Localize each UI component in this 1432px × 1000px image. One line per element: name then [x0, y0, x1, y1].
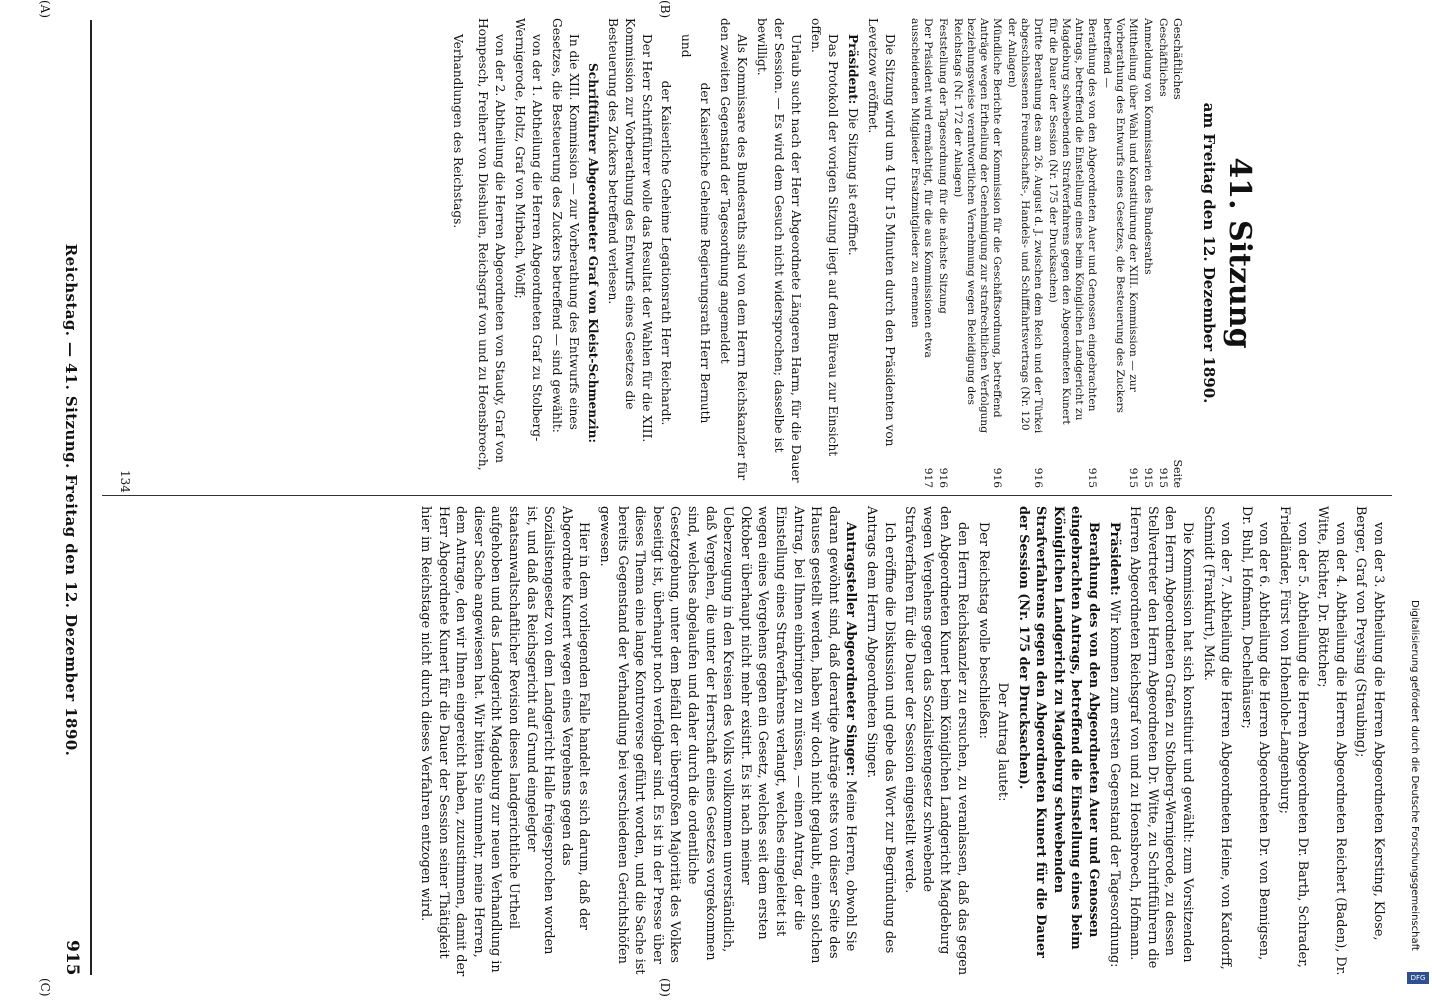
speaker-label: Schriftführer Abgeordneter Graf von Kleist-Schmenzin: [586, 63, 600, 443]
paragraph: von der 1. Abtheilung die Herren Abgeordneten Graf zu Stolberg-Wernigerode, Holtz, Graf von Mirbach, Wolff; [513, 18, 544, 442]
toc-entry-text: Mündliche Berichte der Kommission für die Geschäftsordnung, betreffend Anträge wegen Ertheilung der Genehmigung zur strafrechtlichen Verfolgung beziehungsweise verantwortlichen Vernehmung wegen Beleidigung des Reichstags (Nr. 172 der Anlagen) [952, 18, 1003, 434]
commissioner-entry: der Kaiserliche Geheime Regierungsrath Herr Bernuth [698, 82, 712, 424]
agenda-item: Berathung des von den Abgeordneten Auer und Genossen eingebrachten Antrags, betreffend die Einstellung eines beim Königlichen Landgericht zu Magdeburg schwebenden Strafverfahrens gegen den Abgeordneten Kunert für die Dauer der Session (Nr. 175 der Drucksachen). [1015, 506, 1102, 958]
president-remark: Präsident: Wir kommen zum ersten Gegenstand der Tagesordnung: [1106, 522, 1122, 968]
toc-entry [1156, 18, 1169, 488]
speech: Antragsteller Abgeordneter Singer: Meine Herren, obwohl Sie daran gewöhnt sind, daß derartige Anträge stets von dieser Seite des Hauses gestellt werden, haben wir doch nicht geglaubt, einen solchen Antrag, bei Ihnen einbringen zu müssen, — einen Antrag, der die Einstellung eines Strafverfahrens verlangt, welches eingeleitet ist wegen eines Vergehens gegen ein Gesetz, welches seit dem ersten Oktober überhaupt nicht mehr existirt. Es ist nach meiner Ueberzeugung in den Kreisen des Volks vollkommen unverständlich, daß Vergehen, die unter der Herrschaft eines Gesetzes vorgekommen sind, welches abgelaufen und daher durch die ordentliche Gesetzgebung, unter dem Beifall der übergroßen Majorität des Volkes beseitigt ist, überhaupt noch verfolgbar sind. Es ist in der Presse über dieses Thema eine lange Kontroverse geführt worden, und die Sache ist bereits Gegenstand der Verhandlung bei verschiedenen Gerichtshöfen gewesen. [597, 506, 859, 975]
toc-entry-page: 916 [937, 467, 949, 488]
paragraph: von der 7. Abtheilung die Herren Abgeordneten Heine, von Kardorff, Schmidt (Frankfurt), Mick. [1200, 506, 1234, 970]
toc-entry-text: Mittheilung über Wahl und Konstituirung der XIII. Kommission — zur Vorberathung des Entwurfs eines Gesetzes, die Besteuerung des Zuckers betreffend — [1101, 18, 1139, 413]
footer-label: Verhandlungen des Reichstags. [451, 34, 465, 229]
speaker-label: Antragsteller Abgeordneter Singer: [843, 522, 859, 777]
paragraph: Das Protokoll der vorigen Sitzung liegt auf dem Büreau zur Einsicht offen. [809, 18, 840, 457]
paragraph: Die Kommission hat sich konstituirt und gewählt: zum Vorsitzenden den Herrn Abgeordneten Grafen zu Stolberg-Wernigerode, zu dessen Stellvertreter den Herrn Abgeordneten Dr. Witte, zu Schriftführern die Herren Abgeordneten Reichsgraf von und zu Hoensbroech, Hofmann. [1127, 506, 1196, 969]
dfg-logo-icon: DFG [1407, 972, 1429, 984]
table-of-contents [908, 18, 1169, 488]
toc-entry-page: 916 [1032, 467, 1044, 488]
running-header: Reichstag. — 41. Sitzung. Freitag den 12. Dezember 1890. [62, 243, 80, 757]
toc-entry-text: Anmeldung von Kommissarien des Bundesraths [1142, 18, 1154, 275]
toc-entry-text: Geschäftliches [1157, 18, 1169, 97]
digitization-credit: Digitalisierung gefördert durch die Deutsche Forschungsgemeinschaft [1409, 600, 1420, 951]
speaker-label: Präsident: [846, 34, 860, 105]
paragraph: Der Herr Schriftführer wolle das Resultat der Wahlen für die XIII. Kommission zur Vorberathung des Entwurfs eines Gesetzes die Besteuerung des Zuckers betreffend verlesen. [606, 18, 654, 443]
toc-entry [951, 18, 1003, 488]
toc-entry-page: 915 [1157, 467, 1169, 488]
toc-entry [1046, 18, 1098, 488]
left-column [446, 18, 1387, 488]
paragraph: Der Reichstag wolle beschließen: [975, 522, 991, 739]
toc-entry [1005, 18, 1044, 488]
toc-entry-page: 916 [991, 467, 1003, 488]
toc-entry-page: 915 [1142, 467, 1154, 488]
paragraph: Als Kommissare des Bundesraths sind von dem Herrn Reichskanzler für den zweiten Gegenstand der Tagesordnung angemeldet [718, 18, 749, 481]
toc-entry-text: Der Präsident wird ermächtigt, für die aus Kommissionen etwa ausscheidenden Mitglieder Ersatzmitglieder zu ernennen [909, 18, 934, 358]
paragraph: von der 6. Abtheilung die Herren Abgeordneten Dr. von Bennigsen, Dr. Buhl, Hofmann, Dechelhäuser; [1238, 506, 1272, 961]
paragraph: von der 3. Abtheilung die Herren Abgeordneten Kersting, Klose, Berger, Graf von Preysing (Straubing); [1353, 506, 1386, 941]
toc-entry-text: Dritte Berathung des am 26. August d. J. zwischen dem Reich und der Türkei abgeschlossenen Freundschafts-, Handels- und Schifffahrtsvertrags (Nr. 120 der Anlagen) [1006, 18, 1044, 434]
paragraph: von der 2. Abtheilung die Herren Abgeordneten von Staudy, Graf von Hompesch, Freiherr von Dieshulen, Reichsgraf von und zu Hoensbroech, [476, 18, 507, 471]
paragraph: von der 4. Abtheilung die Herren Abgeordneten Reichert (Baden), Dr. Witte, Richter, Dr. Böttcher; [1315, 506, 1348, 976]
toc-seite-label: Seite [1171, 459, 1184, 488]
toc-entry [908, 18, 934, 488]
toc-entry-page: 915 [1086, 467, 1098, 488]
paragraph: von der 5. Abtheilung die Herren Abgeordneten Dr. Barth, Schrader, Friedländer, Fürst von Hohenlohe-Langenburg; [1277, 506, 1310, 968]
toc-entry-page: 915 [1127, 467, 1139, 488]
right-column [414, 506, 1387, 978]
session-date: am Freitag den 12. Dezember 1890. [1200, 102, 1218, 404]
footer-page-number: 134 [118, 470, 132, 493]
toc-entry [1100, 18, 1139, 488]
toc-entry [1141, 18, 1154, 488]
paragraph: Ich eröffne die Diskussion und gebe das Wort zur Begründung des Antrags dem Herrn Abgeordneten Singer. [863, 506, 897, 954]
opening-text: Die Sitzung wird um 4 Uhr 15 Minuten durch den Präsidenten von Levetzow eröffnet. [866, 18, 897, 447]
page-number: 915 [62, 940, 82, 976]
toc-entry-text: Berathung des von den Abgeordneten Auer und Genossen eingebrachten Antrags, betreffend die Einstellung eines beim Königlichen Landgericht zu Magdeburg schwebenden Strafverfahrens gegen den Abgeordneten Kunert für die Dauer der Session (Nr. 175 der Drucksachen) [1047, 18, 1098, 425]
toc-header [1169, 18, 1186, 488]
toc-heading: Geschäftliches [1171, 18, 1184, 100]
margin-tag-b: (B) [658, 0, 672, 19]
paragraph: Urlaub sucht nach der Herr Abgeordnete Längeren Harm, für die Dauer der Session. — Es wird dem Gesuch nicht widersprochen; dasselbe ist bewilligt. [755, 18, 803, 483]
session-title: 41. Sitzung [1222, 157, 1257, 349]
margin-tag-d: (D) [658, 978, 672, 997]
column-divider [102, 495, 1392, 496]
commissioner-entry: der Kaiserliche Geheime Legationsrath Herr Reichardt. [659, 80, 673, 426]
president-remark: Präsident: Die Sitzung ist eröffnet. [846, 34, 860, 256]
margin-tag-a: (A) [38, 0, 52, 19]
toc-entry [936, 18, 949, 488]
conjunction: und [679, 34, 693, 58]
paragraph: Hier in dem vorliegenden Falle handelt es sich darum, daß der Abgeordnete Kunert wegen eines Vergehens gegen das Sozialistengesetz von dem Landgericht Halle freigesprochen worden ist, und daß das Reichsgericht auf Grund eingelegter staatsanwaltschaftlicher Revision dieses landgerichtliche Urtheil aufgehoben und das Landgericht Magdeburg zur neuen Verhandlung in dieser Sache angewiesen hat. Wir bitten Sie nunmehr, meine Herren, dem Antrage, den wir Ihnen eingereicht haben, zuzustimmen, damit der Herr Abgeordnete Kunert für die Dauer der Session seiner Thätigkeit hier im Reichstage nicht durch dieses Verfahren entzogen wird. [418, 506, 592, 977]
motion-text: den Herrn Reichskanzler zu ersuchen, zu veranlassen, daß das gegen den Abgeordneten Kunert beim Königlichen Landgericht Magdeburg wegen Vergehens gegen das Sozialistengesetz schwebende Strafverfahren für die Dauer der Session eingestellt werde. [902, 506, 970, 976]
toc-entry-text: Feststellung der Tagesordnung für die nächste Sitzung [937, 18, 949, 314]
header-rule [90, 20, 92, 975]
speaker-label: Präsident: [1106, 522, 1122, 596]
paragraph: In die XIII. Kommission — zur Vorberathung des Entwurfs eines Gesetzes, die Besteuerung des Zuckers betreffend — sind gewählt: [550, 18, 581, 433]
margin-tag-c: (C) [38, 978, 52, 997]
paragraph: Der Antrag lautet: [995, 682, 1011, 802]
toc-entry-page: 917 [922, 467, 934, 488]
